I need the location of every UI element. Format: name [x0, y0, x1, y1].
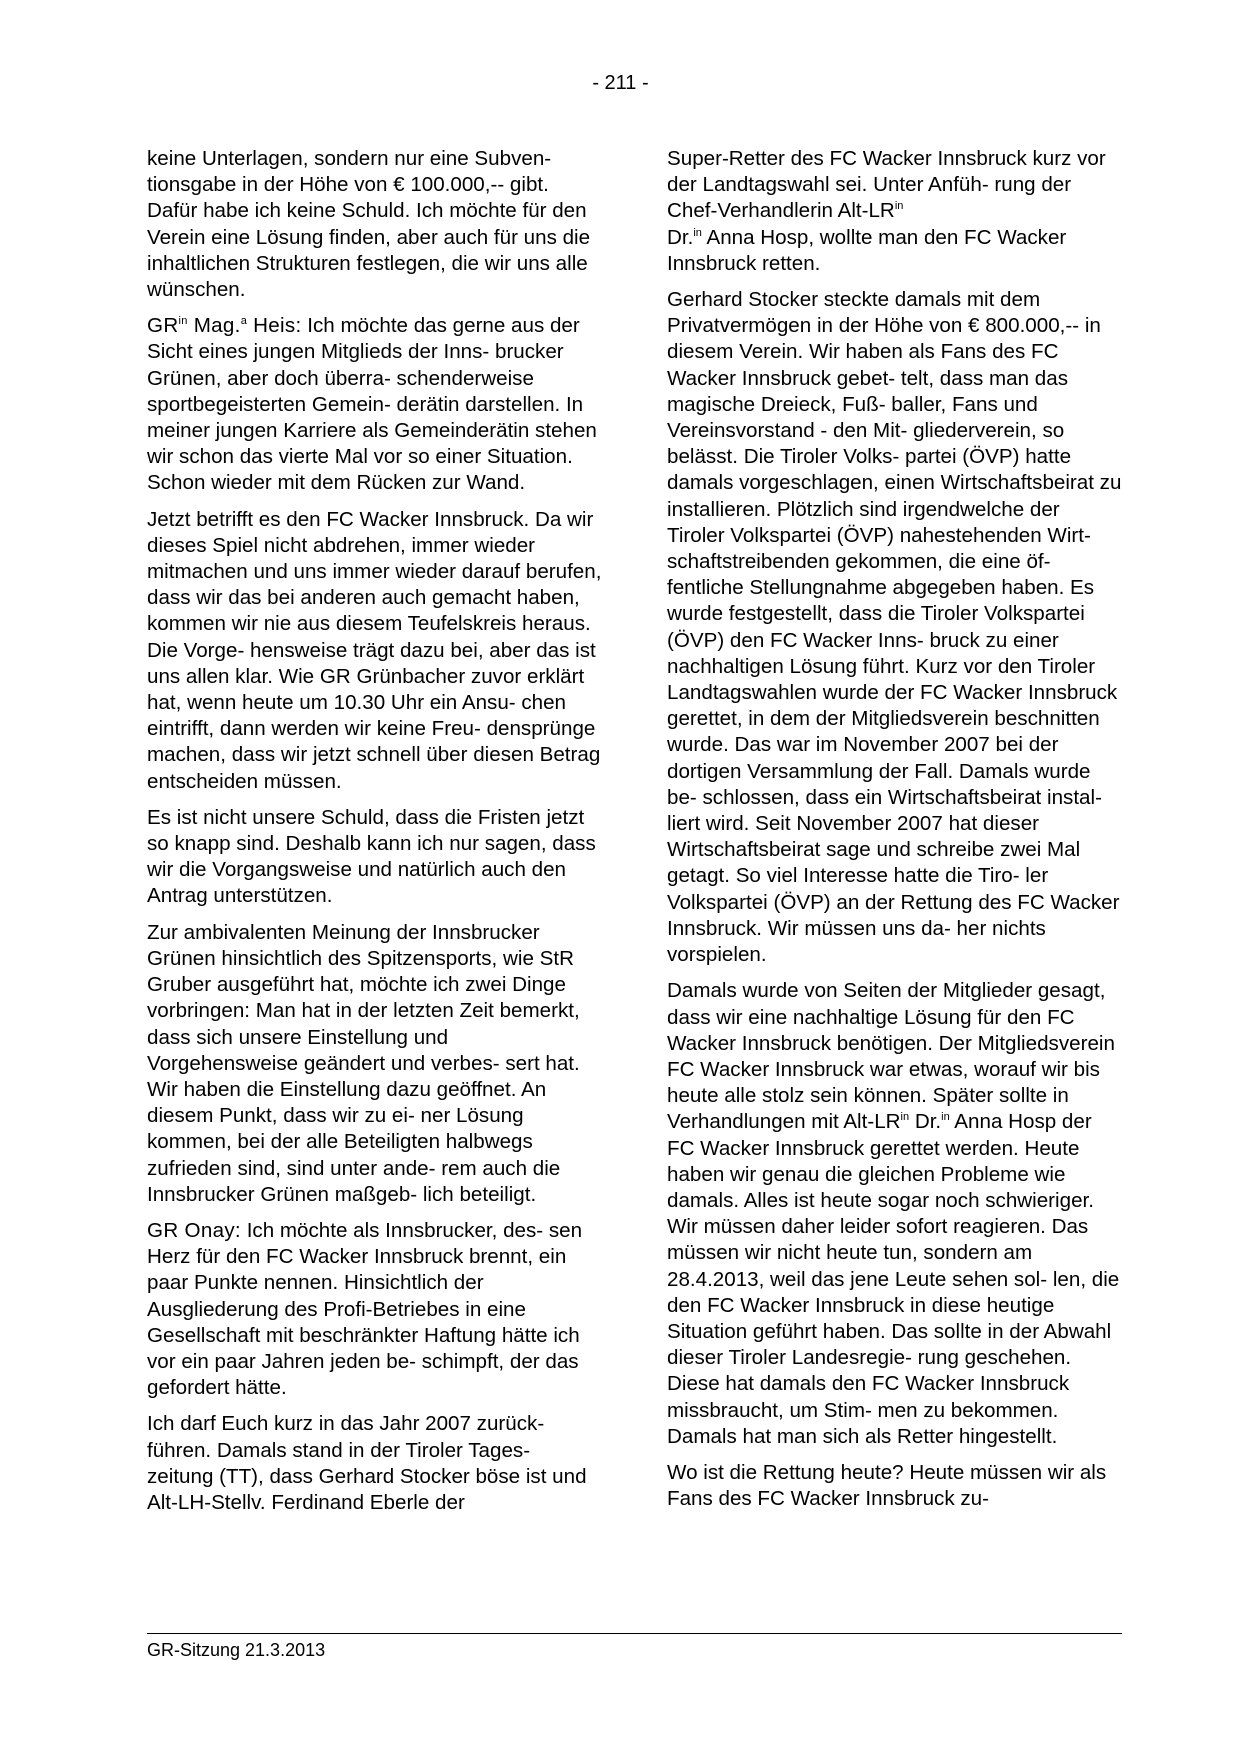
footer-divider: [147, 1633, 1122, 1634]
right-column: [667, 146, 1122, 1522]
page-number: - 211 -: [592, 72, 649, 94]
paragraph: Es ist nicht unsere Schuld, dass die Fristen jetzt so knapp sind. Deshalb kann ich nur sagen, dass wir die Vorgangsweise und natürlich auch den Antrag unterstützen.: [147, 805, 596, 908]
footer-text: GR-Sitzung 21.3.2013: [147, 1640, 326, 1660]
speech-text: Ich möchte das gerne aus der Sicht eines jungen Mitglieds der Inns- brucker Grünen, aber doch überra- schenderweise sportbegeisterten Gemein- derätin darstellen. In meiner jungen Karriere als Gemeinderätin stehen wir schon das vierte Mal vor so einer Situation. Schon wieder mit dem Rücken zur Wand.: [147, 314, 597, 495]
paragraph: Gerhard Stocker steckte damals mit dem Privatvermögen in der Höhe von € 800.000,-- in diesem Verein. Wir haben als Fans des FC Wacker Innsbruck gebet- telt, dass man das magische Dreieck, Fuß- baller, Fans und Vereinsvorstand - den Mit- gliederverein, so belässt. Die Tiroler Volks- partei (ÖVP) hatte damals vorgeschlagen, einen Wirtschaftsbeirat zu installieren. Plötzlich sind irgendwelche der Tiroler Volkspartei (ÖVP) nahestehenden Wirt- schaftstreibenden gekommen, die eine öf- fentliche Stellungnahme abgegeben haben. Es wurde festgestellt, dass die Tiroler Volkspartei (ÖVP) den FC Wacker Inns- bruck zu einer nachhaltigen Lösung führt. Kurz vor den Tiroler Landtagswahlen wurde der FC Wacker Innsbruck gerettet, in dem der Mitgliedsverein beschnitten wurde. Das war im November 2007 bei der dortigen Versammlung der Fall. Damals wurde be- schlossen, dass ein Wirtschaftsbeirat instal- liert wird. Seit November 2007 hat dieser Wirtschaftsbeirat sage und schreibe zwei Mal getagt. So viel Interesse hatte die Tiro- ler Volkspartei (ÖVP) an der Rettung des FC Wacker Innsbruck. Wir müssen uns da- her nichts vorspielen.: [667, 288, 1122, 967]
paragraph: keine Unterlagen, sondern nur eine Subven- tionsgabe in der Höhe von € 100.000,-- gibt. Dafür habe ich keine Schuld. Ich möchte für den Verein eine Lösung finden, aber auch für uns die inhaltlichen Strukturen festlegen, die wir uns alle wünschen.: [147, 147, 591, 302]
left-column: [147, 146, 602, 1526]
paragraph: [147, 313, 602, 496]
speaker-name: GR Onay:: [147, 1218, 241, 1242]
paragraph: Jetzt betrifft es den FC Wacker Innsbruck. Da wir dieses Spiel nicht abdrehen, immer wieder mitmachen und uns immer wieder darauf berufen, dass wir das bei anderen auch gemacht haben, kommen wir nie aus diesem Teufelskreis heraus. Die Vorge- hensweise trägt dazu bei, aber das ist uns allen klar. Wie GR Grünbacher zuvor erklärt hat, wenn heute um 10.30 Uhr ein Ansu- chen eintrifft, dann werden wir keine Freu- densprünge machen, dass wir jetzt schnell über diesen Betrag entscheiden müssen.: [147, 507, 602, 793]
speech-text: Ich möchte als Innsbrucker, des- sen Herz für den FC Wacker Innsbruck brennt, ein paar Punkte nennen. Hinsichtlich der Ausgliederung des Profi-Betriebes in eine Gesellschaft mit beschränkter Haftung hätte ich vor ein paar Jahren jeden be- schimpft, der das gefordert hätte.: [147, 1218, 583, 1400]
paragraph: Ich darf Euch kurz in das Jahr 2007 zurück- führen. Damals stand in der Tiroler Tages- zeitung (TT), dass Gerhard Stocker böse ist und Alt-LH-Stellv. Ferdinand Eberle der: [147, 1412, 587, 1514]
paragraph: Super-Retter des FC Wacker Innsbruck kurz vor der Landtagswahl sei. Unter Anfüh- rung der Chef-Verhandlerin Alt-$LR^{in}$ Dr.$^{in}$ Anna Hosp, wollte man den FC Wacker Innsbruck retten.: [667, 147, 1106, 275]
paragraph: [147, 1218, 602, 1401]
paragraph: Damals wurde von Seiten der Mitglieder gesagt, dass wir eine nachhaltige Lösung für den FC Wacker Innsbruck benötigen. Der Mitgliedsverein FC Wacker Innsbruck war etwas, worauf wir bis heute alle stolz sein können. Später sollte in Verhandlungen mit Alt-$LR^{in}$ Dr.$^{in}$ Anna Hosp der FC Wacker Innsbruck gerettet werden. Heute haben wir genau die gleichen Probleme wie damals. Alles ist heute sogar noch schwieriger. Wir müssen daher leider sofort reagieren. Das müssen wir nicht heute tun, sondern am 28.4.2013, weil das jene Leute sehen sol- len, die den FC Wacker Innsbruck in diese heutige Situation geführt haben. Das sollte in der Abwahl dieser Tiroler Landesregie- rung geschehen. Diese hat damals den FC Wacker Innsbruck missbraucht, um Stim- men zu bekommen. Damals hat man sich als Retter hingestellt.: [667, 979, 1120, 1448]
speaker-name: $GR^{in}$ Mag.$^a$ Heis:: [147, 314, 302, 338]
paragraph: Wo ist die Rettung heute? Heute müssen wir als Fans des FC Wacker Innsbruck zu-: [667, 1460, 1107, 1511]
paragraph: Zur ambivalenten Meinung der Innsbrucker Grünen hinsichtlich des Spitzensports, wie StR Gruber ausgeführt hat, möchte ich zwei Dinge vorbringen: Man hat in der letzten Zeit bemerkt, dass sich unsere Einstellung und Vorgehensweise geändert und verbes- sert hat. Wir haben die Einstellung dazu geöffnet. An diesem Punkt, dass wir zu ei- ner Lösung kommen, bei der alle Beteiligten halbwegs zufrieden sind, sind unter ande- rem auch die Innsbrucker Grünen maßgeb- lich beteiligt.: [147, 920, 580, 1206]
